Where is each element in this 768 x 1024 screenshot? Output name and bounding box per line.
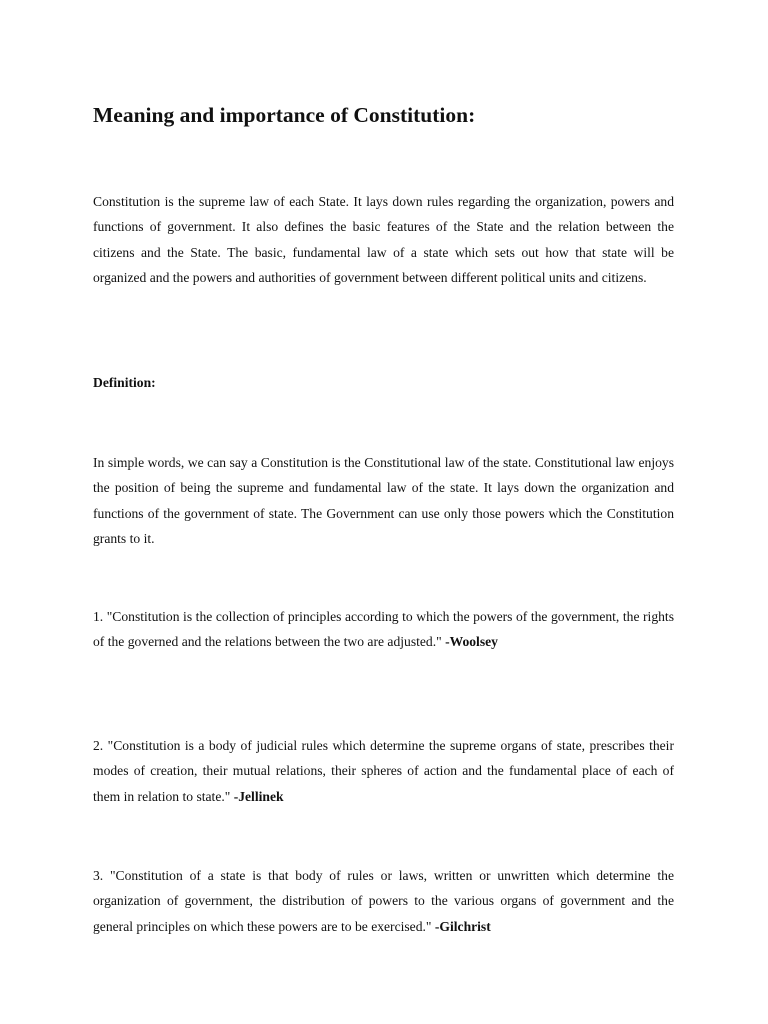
quote-text: 2. "Constitution is a body of judicial rules which determine the supreme organs of state, prescribes their modes of creation, their mutual relations, their spheres of action and the fundamental place of each of them in relation to state." xyxy=(93,738,674,804)
definition-heading: Definition: xyxy=(93,375,156,390)
quote-author: -Jellinek xyxy=(233,788,284,804)
quote-woolsey xyxy=(93,604,674,655)
quote-author: -Woolsey xyxy=(445,634,498,650)
quote-gilchrist xyxy=(93,863,674,939)
document-title: Meaning and importance of Constitution: xyxy=(93,103,476,127)
quote-jellinek xyxy=(93,733,674,809)
intro-paragraph: Constitution is the supreme law of each State. It lays down rules regarding the organization, powers and functions of government. It also defines the basic features of the State and the relation between the citizens and the State. The basic, fundamental law of a state which sets out how that state will be organized and the powers and authorities of government between different political units and citizens. xyxy=(93,194,674,285)
quote-text: 3. "Constitution of a state is that body of rules or laws, written or unwritten which determine the organization of government, the distribution of powers to the various organs of government and the general principles on which these powers are to be exercised." xyxy=(93,868,674,934)
quote-text: 1. "Constitution is the collection of principles according to which the powers of the government, the rights of the governed and the relations between the two are adjusted." xyxy=(93,609,674,650)
quote-author: -Gilchrist xyxy=(434,918,491,934)
simple-words-paragraph: In simple words, we can say a Constitution is the Constitutional law of the state. Constitutional law enjoys the position of being the supreme and fundamental law of the state. It lays down the organization and functions of the government of state. The Government can use only those powers which the Constitution grants to it. xyxy=(93,455,674,546)
